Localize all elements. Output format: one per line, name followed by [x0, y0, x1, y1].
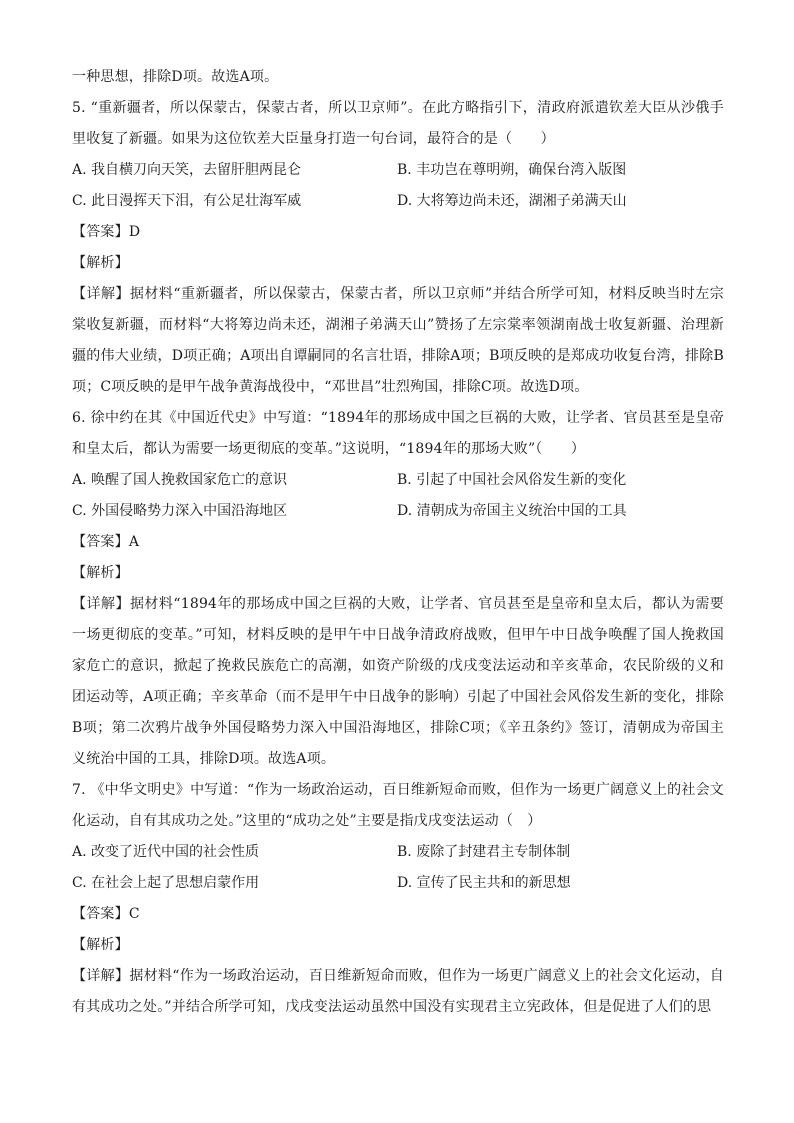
- option-c: C. 在社会上起了思想启蒙作用: [72, 875, 260, 891]
- answer-label: 【答案】: [72, 906, 129, 922]
- intro-line: 一种思想，排除D项。故选A项。: [72, 69, 279, 85]
- analysis-label: 【解析】: [72, 565, 129, 581]
- answer-label: 【答案】: [72, 224, 129, 240]
- question-6: [72, 403, 724, 775]
- question-5: [72, 93, 724, 403]
- option-a: A. 改变了近代中国的社会性质: [72, 844, 260, 860]
- option-b: B. 丰功岂在尊明朔，确保台湾入版图: [397, 162, 627, 178]
- answer-value: D: [128, 224, 141, 240]
- option-b: B. 引起了中国社会风俗发生新的变化: [397, 472, 627, 488]
- detail-text: 据材料“1894年的那场成中国之巨祸的大败，让学者、官员甚至是皇帝和皇太后，都认为需要一场更彻底的变革。”可知，材料反映的是甲午中日战争清政府战败，但甲午中日战争唤醒了国人挽救国家危亡的意识，掀起了挽救民族危亡的高潮，如资产阶级的戊戌变法运动和辛亥革命，农民阶级的义和团运动等，A项正确；辛亥革命（而不是甲午中日战争的影响）引起了中国社会风俗发生新的变化，排除B项；第二次鸦片战争外国侵略势力深入中国沿海地区，排除C项；《辛丑条约》签订，清朝成为帝国主义统治中国的工具，排除D项。故选A项。: [72, 596, 724, 767]
- options-grid: [72, 155, 724, 217]
- answer-value: C: [128, 906, 140, 922]
- answer-line: [72, 527, 724, 558]
- option-d: D. 清朝成为帝国主义统治中国的工具: [397, 503, 627, 519]
- question-stem: 6. 徐中约在其《中国近代史》中写道：“1894年的那场成中国之巨祸的大败，让学者、官员甚至是皇帝和皇太后，都认为需要一场更彻底的变革。”这说明，“1894年的那场大败”（ ）: [72, 410, 724, 457]
- detail-paragraph: [72, 589, 724, 775]
- answer-value: A: [128, 534, 140, 550]
- detail-label: 【详解】: [72, 286, 130, 302]
- detail-text: 据材料“重新疆者，所以保蒙古，保蒙古者，所以卫京师”并结合所学可知，材料反映当时左宗棠收复新疆，而材料“大将筹边尚未还，湖湘子弟满天山”赞扬了左宗棠率领湖南战士收复新疆、治理新疆的伟大业绩，D项正确；A项出自谭嗣同的名言壮语，排除A项；B项反映的是郑成功收复台湾，排除B项；C项反映的是甲午战争黄海战役中，“邓世昌”壮烈殉国，排除C项。故选D项。: [72, 286, 724, 395]
- question-stem: 5. “重新疆者，所以保蒙古，保蒙古者，所以卫京师”。在此方略指引下，清政府派遣钦差大臣从沙俄手里收复了新疆。如果为这位钦差大臣量身打造一句台词，最符合的是（ ）: [72, 100, 724, 147]
- analysis-label: 【解析】: [72, 937, 129, 953]
- option-c: C. 此日漫挥天下泪，有公足壮海军威: [72, 193, 302, 209]
- analysis-label: 【解析】: [72, 255, 129, 271]
- answer-label: 【答案】: [72, 534, 129, 550]
- option-b: B. 废除了封建君主专制体制: [397, 844, 571, 860]
- option-d: D. 宣传了民主共和的新思想: [397, 875, 571, 891]
- options-grid: [72, 837, 724, 899]
- option-a: A. 唤醒了国人挽救国家危亡的意识: [72, 472, 288, 488]
- answer-line: [72, 217, 724, 248]
- detail-label: 【详解】: [72, 968, 130, 984]
- detail-paragraph: [72, 961, 724, 1023]
- options-grid: [72, 465, 724, 527]
- question-7: [72, 775, 724, 1023]
- answer-line: [72, 899, 724, 930]
- question-stem: 7. 《中华文明史》中写道：“作为一场政治运动，百日维新短命而败，但作为一场更广阔意义上的社会文化运动，自有其成功之处。”这里的“成功之处”主要是指戊戌变法运动（ ）: [72, 782, 724, 829]
- detail-label: 【详解】: [72, 596, 130, 612]
- option-a: A. 我自横刀向天笑，去留肝胆两昆仑: [72, 162, 302, 178]
- option-c: C. 外国侵略势力深入中国沿海地区: [72, 503, 288, 519]
- option-d: D. 大将筹边尚未还，湖湘子弟满天山: [397, 193, 627, 209]
- detail-text: 据材料“作为一场政治运动，百日维新短命而败，但作为一场更广阔意义上的社会文化运动，自有其成功之处。”并结合所学可知，戊戌变法运动虽然中国没有实现君主立宪政体，但是促进了人们的思: [72, 968, 724, 1015]
- document-page: [72, 62, 724, 1023]
- detail-paragraph: [72, 279, 724, 403]
